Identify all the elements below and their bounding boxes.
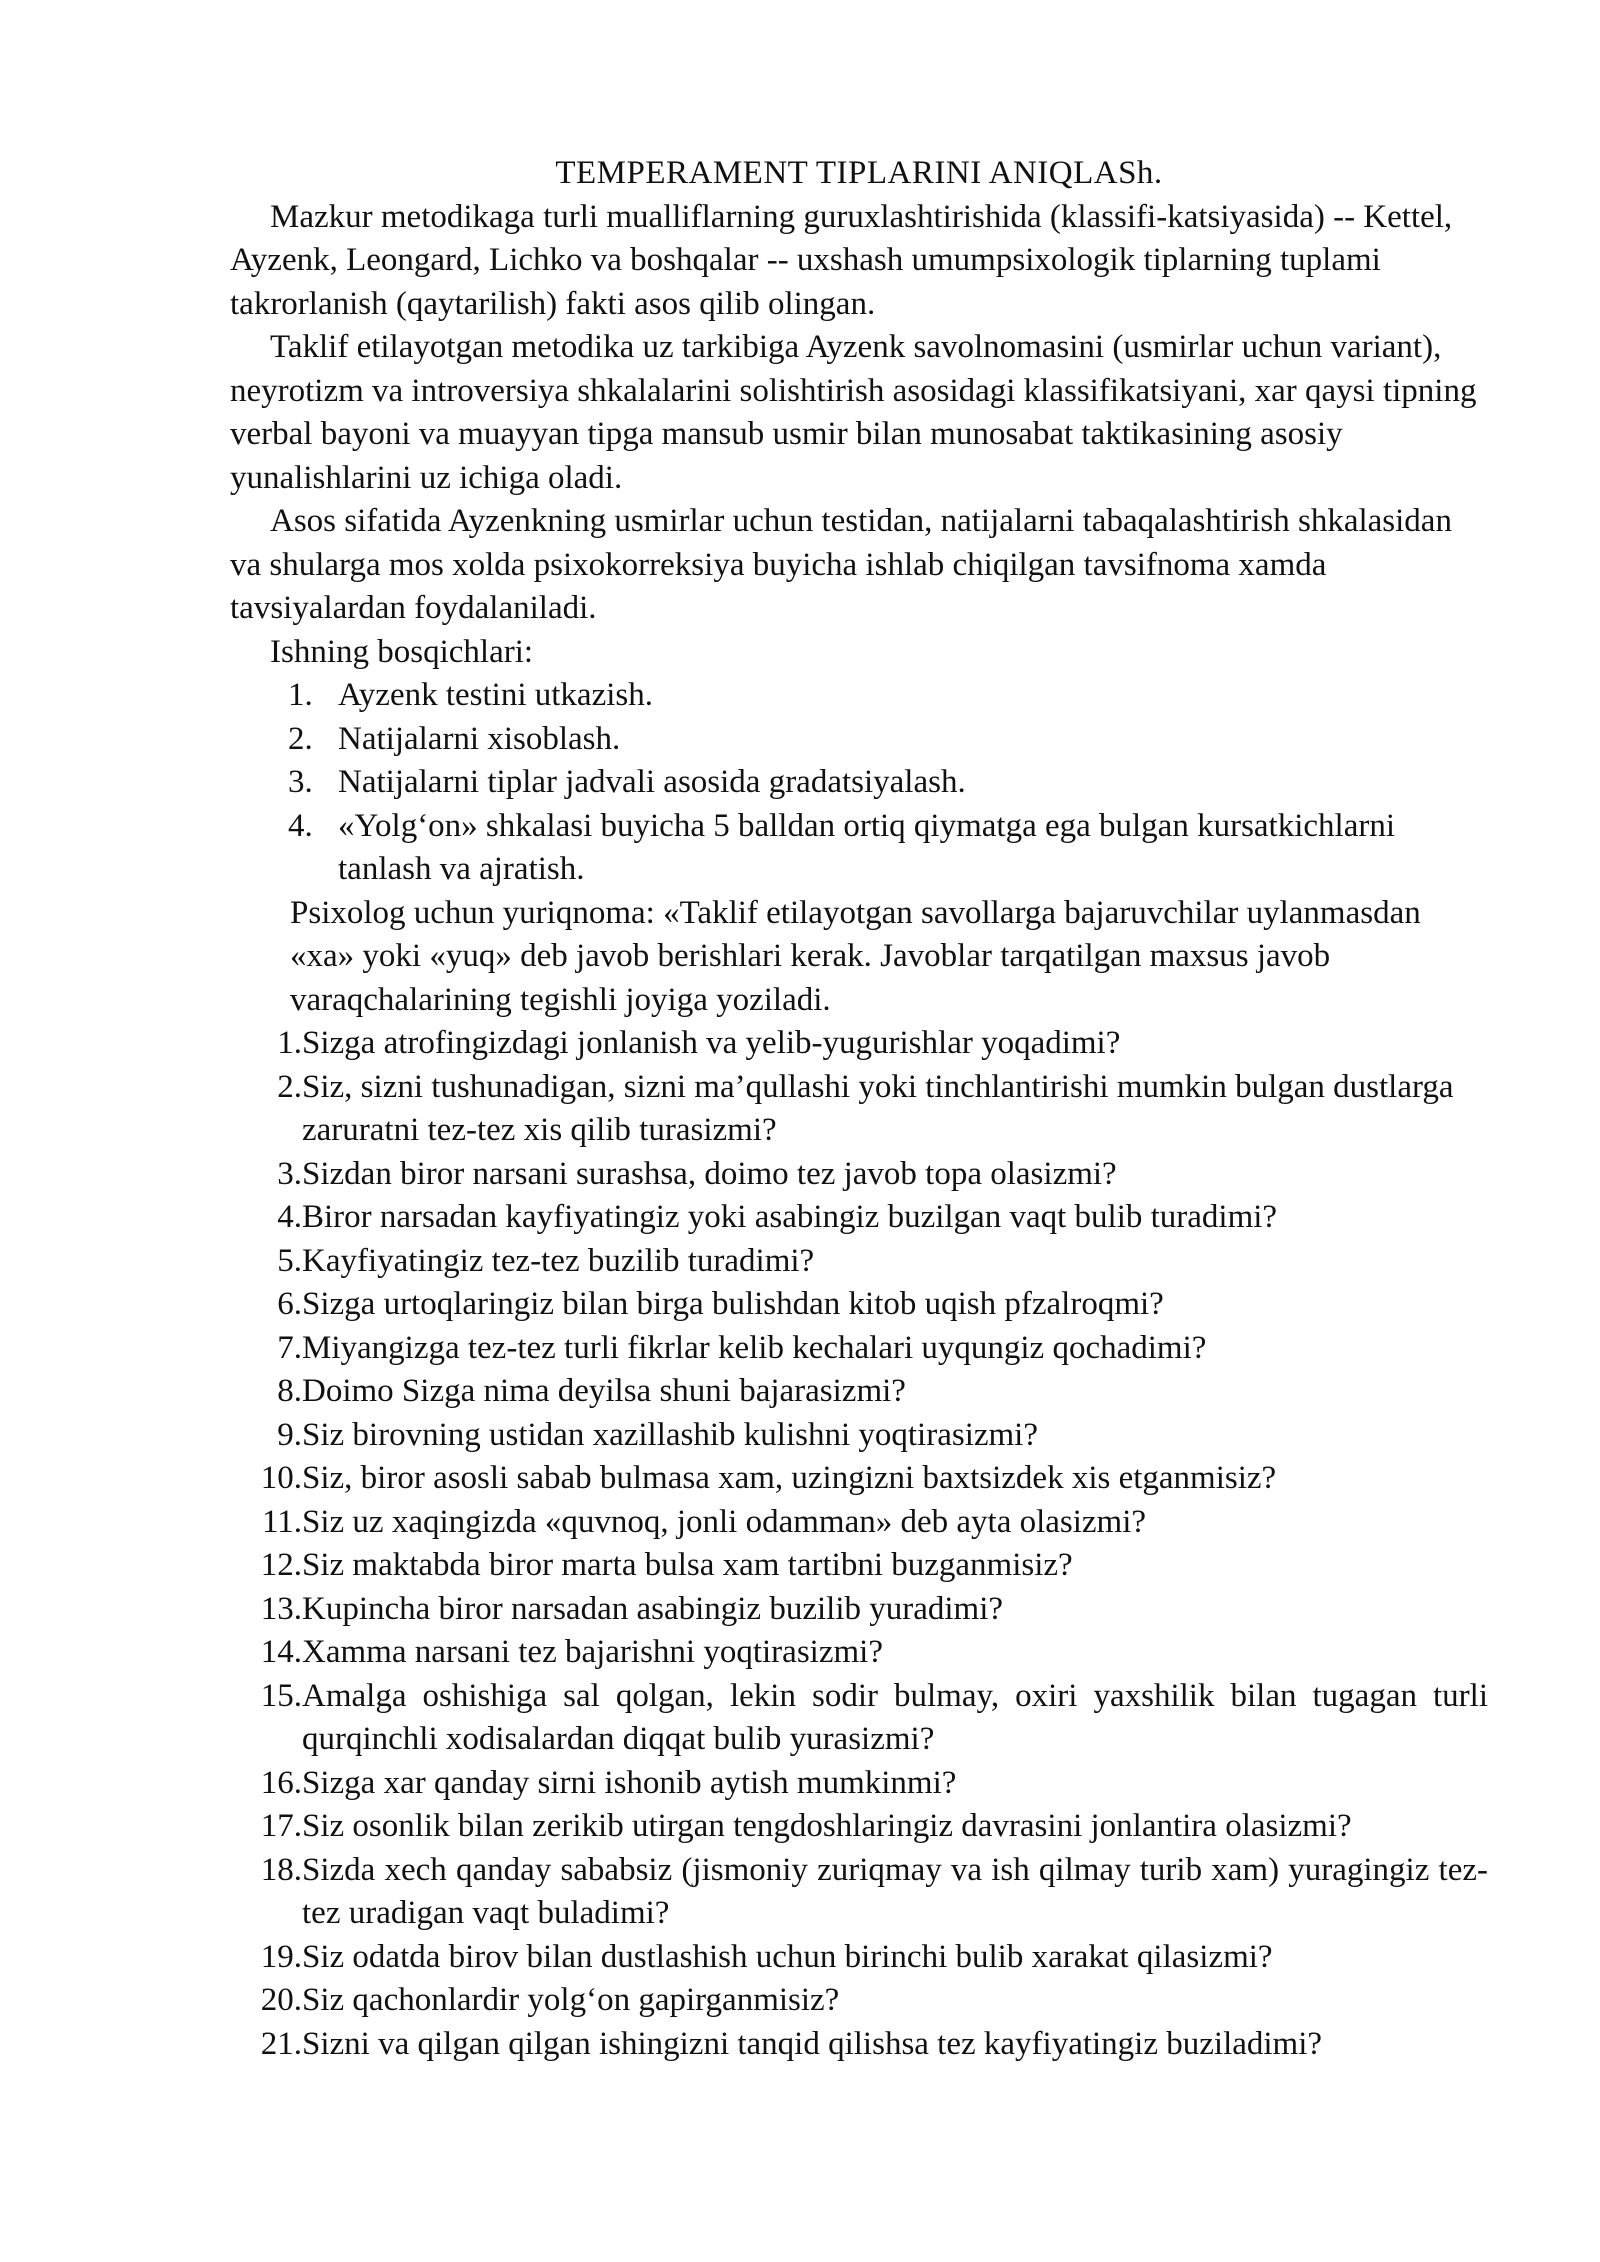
question-text: Doimo Sizga nima deyilsa shuni bajarasizmi? bbox=[302, 1373, 906, 1409]
question-item bbox=[230, 1588, 1488, 1632]
question-text: Sizga urtoqlaringiz bilan birga bulishdan kitob uqish pfzalroqmi? bbox=[302, 1286, 1164, 1322]
question-number: 14. bbox=[260, 1634, 302, 1670]
question-number: 9. bbox=[277, 1416, 302, 1453]
question-item bbox=[230, 1240, 1488, 1284]
question-number: 4. bbox=[277, 1199, 302, 1235]
question-number: 12. bbox=[260, 1547, 302, 1583]
question-item bbox=[230, 1327, 1488, 1371]
question-item bbox=[230, 1849, 1488, 1936]
question-item bbox=[230, 1283, 1488, 1327]
step-text: Ayzenk testini utkazish. bbox=[338, 677, 653, 713]
question-text: Siz osonlik bilan zerikib utirgan tengdoshlaringiz davrasini jonlantira olasizmi? bbox=[302, 1808, 1352, 1844]
question-number: 16. bbox=[260, 1764, 302, 1801]
question-text: Miyangizga tez-tez turli fikrlar kelib kechalari uyqungiz qochadimi? bbox=[302, 1329, 1207, 1366]
question-number: 1. bbox=[277, 1025, 302, 1061]
psychologist-instruction: Psixolog uchun yuriqnoma: «Taklif etilayotgan savollarga bajaruvchilar uylanmasdan «xa» yoki «yuq» deb javob berishlari kerak. Javoblar tarqatilgan maxsus javob varaqchalarining tegishli joyiga yoziladi. bbox=[290, 894, 1421, 1018]
question-text: Siz maktabda biror marta bulsa xam tartibni buzganmisiz? bbox=[302, 1547, 1073, 1583]
question-text: Siz qachonlardir yolg‘on gapirganmisiz? bbox=[302, 1982, 840, 2018]
step-text: Natijalarni tiplar jadvali asosida gradatsiyalash. bbox=[338, 764, 966, 800]
steps-heading: Ishning bosqichlari: bbox=[270, 633, 534, 670]
question-item bbox=[230, 2023, 1488, 2067]
paragraph-intro: Mazkur metodikaga turli mualliflarning guruxlashtirishida (klassifi-katsiyasida) -- Kettel, Ayzenk, Leongard, Lichko va boshqalar -- uxshash umumpsixologik tiplarning tuplami takrorlanish (qaytarilish) fakti asos qilib olingan. bbox=[230, 198, 1453, 322]
step-number: 3. bbox=[288, 764, 313, 800]
question-number: 20. bbox=[260, 1982, 302, 2018]
question-item bbox=[230, 1762, 1488, 1806]
step-number: 1. bbox=[288, 677, 313, 713]
question-number: 8. bbox=[277, 1373, 302, 1409]
question-item bbox=[230, 1501, 1488, 1545]
question-number: 11. bbox=[261, 1503, 302, 1540]
question-number: 18. bbox=[260, 1851, 302, 1888]
question-text: Siz birovning ustidan xazillashib kulishni yoqtirasizmi? bbox=[302, 1416, 1038, 1453]
question-number: 19. bbox=[260, 1938, 302, 1975]
step-text: Natijalarni xisoblash. bbox=[338, 720, 621, 757]
paragraph-basis: Asos sifatida Ayzenkning usmirlar uchun testidan, natijalarni tabaqalashtirish shkalasidan va shularga mos xolda psixokorreksiya buyicha ishlab chiqilgan tavsifnoma xamda tavsiyalardan foydalaniladi. bbox=[230, 503, 1452, 626]
question-item bbox=[230, 1979, 1488, 2023]
question-item bbox=[230, 1631, 1488, 1675]
question-number: 5. bbox=[277, 1242, 302, 1279]
question-number: 2. bbox=[277, 1068, 302, 1105]
question-item bbox=[230, 1153, 1488, 1197]
question-number: 3. bbox=[277, 1155, 302, 1192]
paragraph-method: Taklif etilayotgan metodika uz tarkibiga Ayzenk savolnomasini (usmirlar uchun variant), neyrotizm va introversiya shkalalarini solishtirish asosidagi klassifikatsiyani, xar qaysi tipning verbal bayoni va muayyan tipga mansub usmir bilan munosabat taktikasining asosiy yunalishlarini uz ichiga oladi. bbox=[230, 329, 1477, 496]
question-text: Siz, sizni tushunadigan, sizni ma’qullashi yoki tinchlantirishi mumkin bulgan dustlarga zaruratni tez-tez xis qilib turasizmi? bbox=[302, 1068, 1454, 1148]
steps-list bbox=[230, 674, 1488, 892]
question-item bbox=[230, 1675, 1488, 1762]
question-number: 10. bbox=[260, 1460, 302, 1496]
question-item bbox=[230, 1414, 1488, 1458]
question-number: 21. bbox=[260, 2025, 302, 2062]
question-text: Siz, biror asosli sabab bulmasa xam, uzingizni baxtsizdek xis etganmisiz? bbox=[302, 1460, 1277, 1496]
questions-list bbox=[230, 1022, 1488, 2066]
step-item bbox=[230, 805, 1488, 892]
question-text: Sizda xech qanday sababsiz (jismoniy zuriqmay va ish qilmay turib xam) yuragingiz tez-tez uradigan vaqt buladimi? bbox=[302, 1851, 1488, 1931]
question-text: Amalga oshishiga sal qolgan, lekin sodir bulmay, oxiri yaxshilik bilan tugagan turli qurqinchli xodisalardan diqqat bulib yurasizmi? bbox=[302, 1677, 1488, 1757]
question-item bbox=[230, 1196, 1488, 1240]
question-text: Sizdan biror narsani surashsa, doimo tez javob topa olasizmi? bbox=[302, 1155, 1117, 1192]
step-item bbox=[230, 718, 1488, 762]
step-text: «Yolg‘on» shkalasi buyicha 5 balldan ortiq qiymatga ega bulgan kursatkichlarni tanlash va ajratish. bbox=[338, 807, 1396, 887]
question-item bbox=[230, 1936, 1488, 1980]
question-text: Xamma narsani tez bajarishni yoqtirasizmi? bbox=[302, 1634, 883, 1670]
question-item bbox=[230, 1022, 1488, 1066]
question-text: Kupincha biror narsadan asabingiz buzilib yuradimi? bbox=[302, 1590, 1004, 1627]
question-item bbox=[230, 1457, 1488, 1501]
question-number: 13. bbox=[260, 1590, 302, 1627]
question-text: Kayfiyatingiz tez-tez buzilib turadimi? bbox=[302, 1242, 815, 1279]
document-content bbox=[230, 152, 1488, 2066]
step-number: 4. bbox=[288, 807, 313, 844]
question-item bbox=[230, 1805, 1488, 1849]
question-number: 6. bbox=[277, 1286, 302, 1322]
document-title: TEMPERAMENT TIPLARINI ANIQLASh. bbox=[555, 155, 1163, 191]
step-number: 2. bbox=[288, 720, 313, 757]
question-text: Siz odatda birov bilan dustlashish uchun birinchi bulib xarakat qilasizmi? bbox=[302, 1938, 1273, 1975]
question-item bbox=[230, 1544, 1488, 1588]
question-number: 15. bbox=[260, 1677, 302, 1714]
question-text: Sizni va qilgan qilgan ishingizni tanqid qilishsa tez kayfiyatingiz buziladimi? bbox=[302, 2025, 1323, 2062]
step-item bbox=[230, 761, 1488, 805]
question-item bbox=[230, 1370, 1488, 1414]
question-text: Biror narsadan kayfiyatingiz yoki asabingiz buzilgan vaqt bulib turadimi? bbox=[302, 1199, 1278, 1235]
question-item bbox=[230, 1066, 1488, 1153]
question-text: Sizga xar qanday sirni ishonib aytish mumkinmi? bbox=[302, 1764, 957, 1801]
question-number: 17. bbox=[260, 1808, 302, 1844]
question-number: 7. bbox=[277, 1329, 302, 1366]
question-text: Siz uz xaqingizda «quvnoq, jonli odamman» deb ayta olasizmi? bbox=[302, 1503, 1147, 1540]
question-text: Sizga atrofingizdagi jonlanish va yelib-yugurishlar yoqadimi? bbox=[302, 1025, 1121, 1061]
step-item bbox=[230, 674, 1488, 718]
